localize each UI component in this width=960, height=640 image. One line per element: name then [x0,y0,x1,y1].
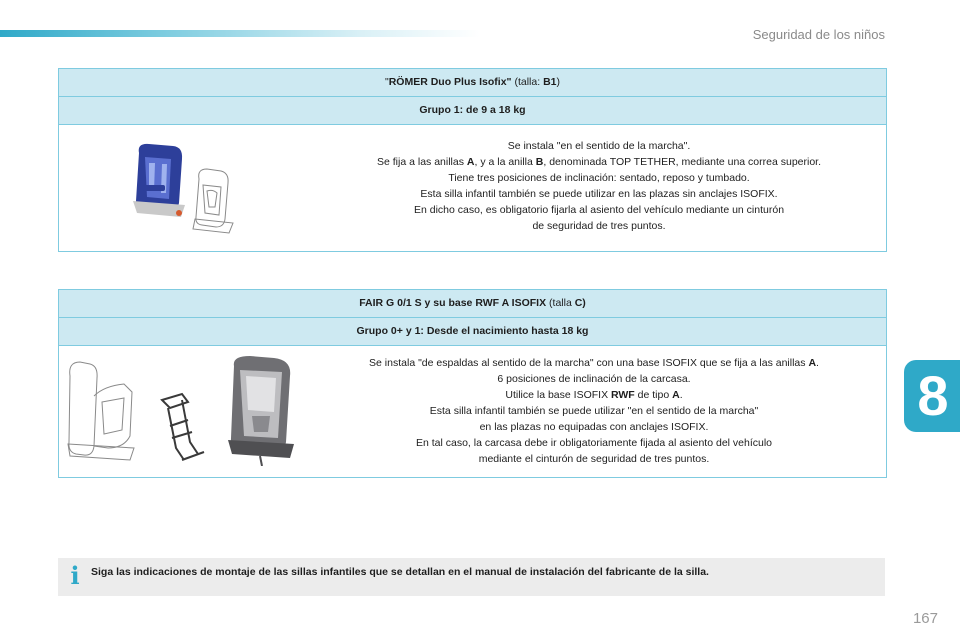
seat-title-quote: " [384,76,389,88]
seat-content-row [59,346,886,476]
seat-description [319,138,879,234]
desc-text: , y a la anilla [474,156,536,168]
desc-line: Esta silla infantil también se puede utilizar "en el sentido de la marcha" [429,405,759,417]
desc-text: Utilice la base ISOFIX [505,389,611,401]
info-note-text: Siga las indicaciones de montaje de las sillas infantiles que se detallan en el manual de instalación del fabricante de la silla. [91,566,709,578]
seat-title-row [59,290,886,318]
desc-line: En dicho caso, es obligatorio fijarla al asiento del vehículo mediante un cinturón [413,204,785,216]
seat-size-value: C) [574,297,586,309]
blue-child-seat-icon [133,144,185,217]
desc-text: , denominada TOP TETHER, mediante una correa superior. [543,156,821,168]
desc-line: mediante el cinturón de seguridad de tres puntos. [478,453,710,465]
seat-size-close: ) [556,76,560,88]
chapter-number-tab: 8 [904,360,960,432]
ring-label-a: A [672,389,680,401]
info-icon: i [70,561,80,590]
desc-line: de seguridad de tres puntos. [532,220,666,232]
ring-label-b: B [535,156,544,168]
seat-group-row: Grupo 0+ y 1: Desde el nacimiento hasta 18 kg [59,318,886,346]
desc-text: Se instala "de espaldas al sentido de la marcha" con una base ISOFIX que se fija a las anillas [369,357,809,369]
romer-seat-illustration [129,141,239,235]
desc-text: Se fija a las anillas [377,156,467,168]
desc-line: en las plazas no equipadas con anclajes ISOFIX. [479,421,709,433]
desc-line [314,387,874,403]
desc-text: . [679,389,683,401]
vehicle-seat-outline-icon [68,362,134,460]
header-accent-bar [0,30,480,37]
desc-text: de tipo [634,389,673,401]
desc-line [319,154,879,170]
desc-line [314,355,874,371]
seat-size-value: B1 [543,76,557,88]
vehicle-seat-outline-icon [193,169,233,233]
section-title: Seguridad de los niños [752,27,885,42]
seat-title-row [59,69,886,97]
base-type-label: RWF [611,389,635,401]
seat-description [314,355,874,467]
desc-line: Esta silla infantil también se puede utilizar en las plazas sin anclajes ISOFIX. [420,188,778,200]
seat-size-open: (talla [546,297,575,309]
info-note [58,558,885,596]
fair-seat-illustration [64,356,299,466]
ring-label-a: A [466,156,475,168]
desc-line: Se instala "en el sentido de la marcha". [507,140,691,152]
seat-size-open: (talla: [511,76,544,88]
isofix-base-icon [162,394,204,460]
desc-text: . [816,357,819,369]
grey-child-seat-icon [228,356,294,466]
seat-group-row: Grupo 1: de 9 a 18 kg [59,97,886,125]
desc-line: 6 posiciones de inclinación de la carcasa. [497,373,691,385]
seat-table-romer [58,68,887,252]
page-number: 167 [912,610,938,627]
ring-label-a: A [808,357,817,369]
seat-content-row [59,125,886,251]
desc-line: Tiene tres posiciones de inclinación: sentado, reposo y tumbado. [448,172,750,184]
seat-title-name: RÖMER Duo Plus Isofix" [388,76,512,88]
seat-table-fair [58,289,887,478]
seat-title-name: FAIR G 0/1 S y su base RWF A ISOFIX [359,297,547,309]
desc-line: En tal caso, la carcasa debe ir obligatoriamente fijada al asiento del vehículo [415,437,773,449]
